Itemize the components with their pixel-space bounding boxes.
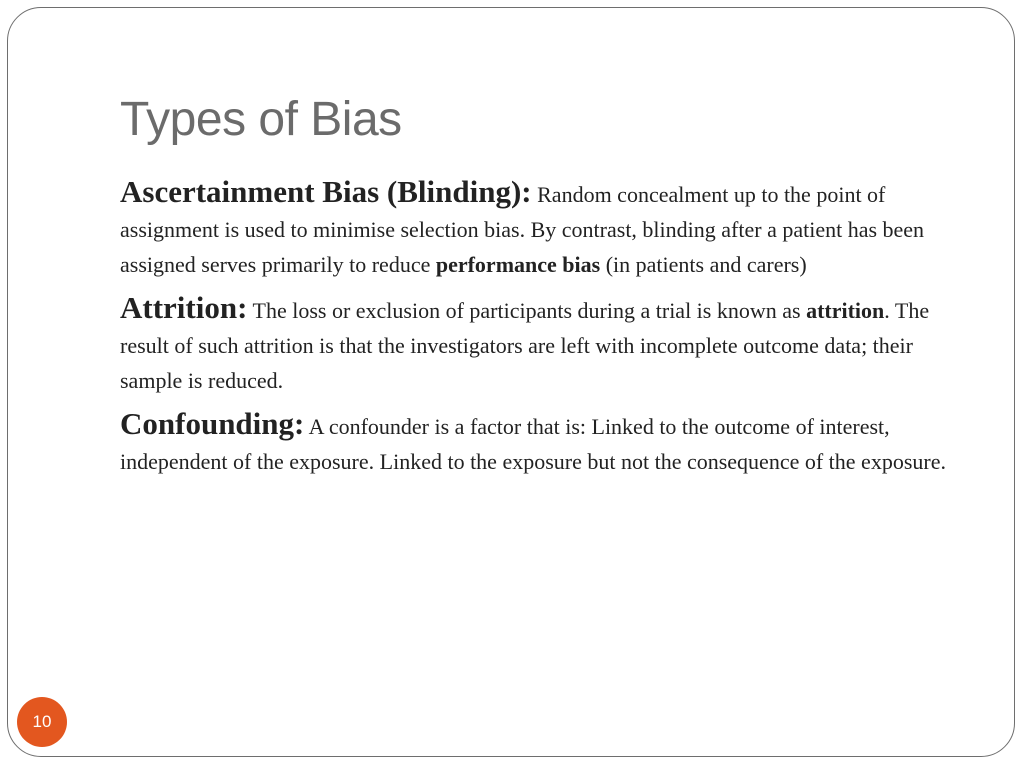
paragraph-attrition <box>120 290 970 398</box>
ascertainment-text-part2: (in patients and carers) <box>600 252 807 277</box>
slide-title: Types of Bias <box>120 93 402 146</box>
attrition-text-part1: The loss or exclusion of participants during a trial is known as <box>247 298 807 323</box>
term-ascertainment-bias: Ascertainment Bias (Blinding): <box>120 174 532 209</box>
page-number-badge: 10 <box>17 697 67 747</box>
performance-bias-emphasis: performance bias <box>435 252 601 277</box>
attrition-emphasis: attrition <box>806 298 885 323</box>
attrition-text-part2: . The result of such attrition is that the investigators are left with incomplete outcome data; their sample is reduced. <box>120 298 930 393</box>
term-attrition: Attrition: <box>120 290 248 325</box>
paragraph-ascertainment-bias <box>120 174 970 282</box>
slide-content <box>120 174 970 487</box>
paragraph-confounding <box>120 406 970 479</box>
confounding-text: A confounder is a factor that is: Linked to the outcome of interest, independent of the exposure. Linked to the exposure but not the consequence of the exposure. <box>120 414 946 474</box>
term-confounding: Confounding: <box>120 406 305 441</box>
ascertainment-text-part1: Random concealment up to the point of assignment is used to minimise selection bias. By contrast, blinding after a patient has been assigned serves primarily to reduce <box>120 182 925 277</box>
slide-frame <box>7 7 1015 757</box>
